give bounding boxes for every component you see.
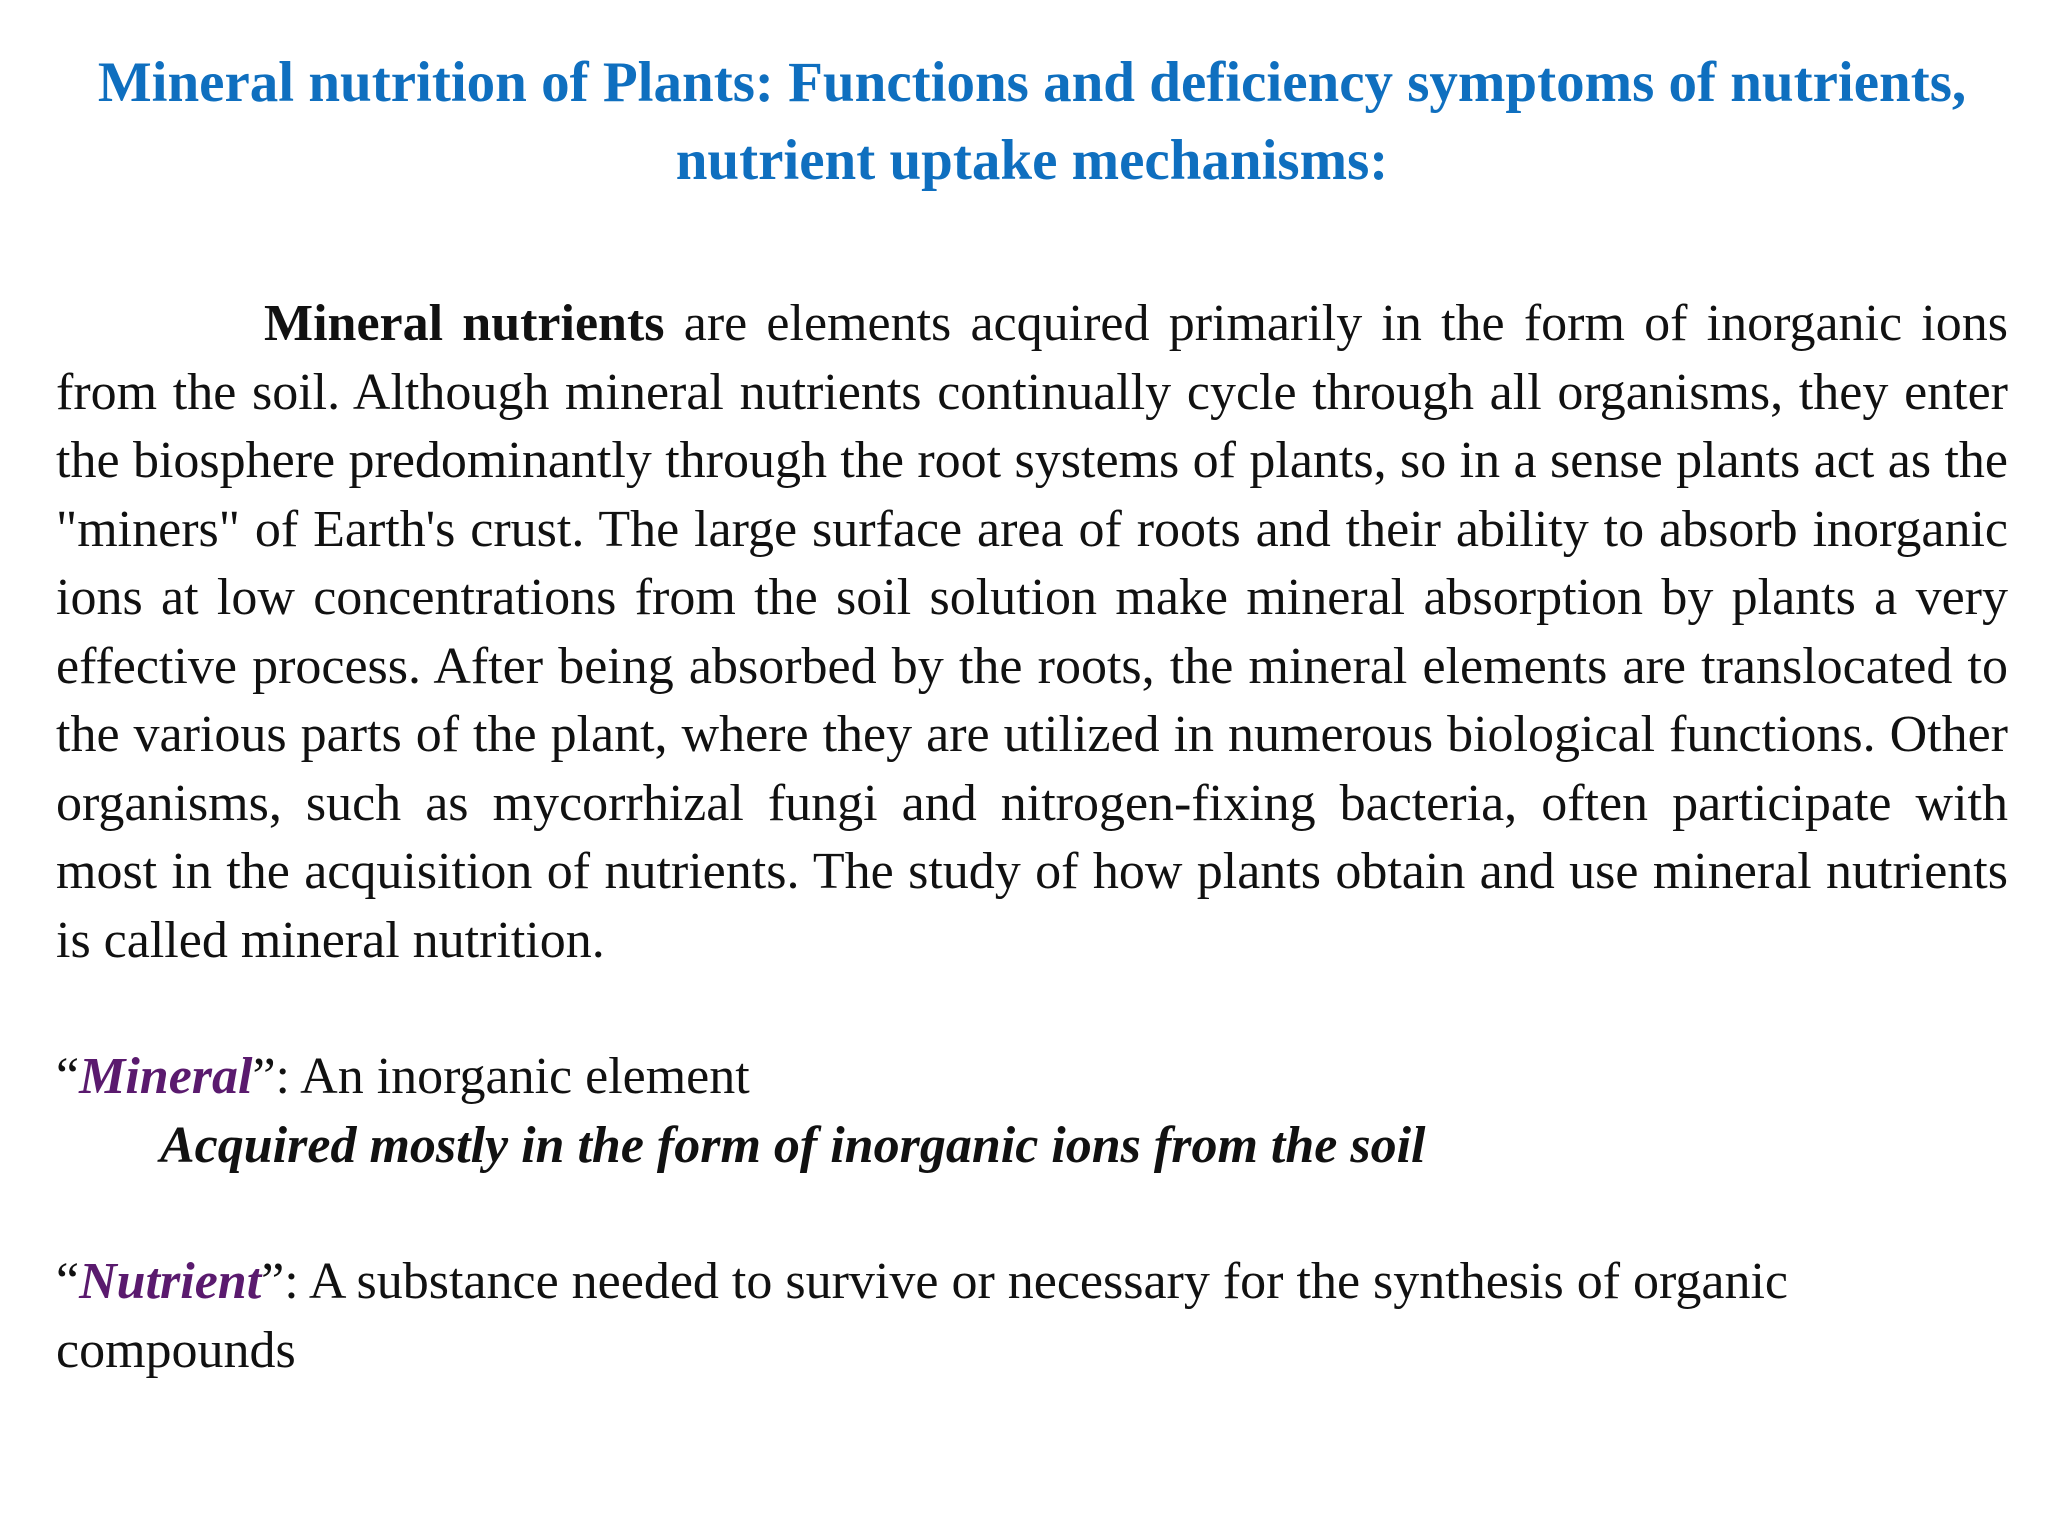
nutrient-close-quote: ”: bbox=[261, 1253, 309, 1310]
mineral-detail: Acquired mostly in the form of inorganic ions from the soil bbox=[160, 1116, 1426, 1174]
document-page bbox=[56, 44, 2008, 1385]
intro-body: are elements acquired primarily in the form of inorganic ions from the soil. Although mineral nutrients continually cycle through all organisms, they enter the biosphere predominantly through the root systems of plants, so in a sense plants act as the "miners" of Earth's crust. The large surface area of roots and their ability to absorb inorganic ions at low concentrations from the soil solution make mineral absorption by plants a very effective process. After being absorbed by the roots, the mineral elements are translocated to the various parts of the plant, where they are utilized in numerous biological functions. Other organisms, such as mycorrhizal fungi and nitrogen-fixing bacteria, often participate with most in the acquisition of nutrients. The study of how plants obtain and use mineral nutrients is called mineral nutrition. bbox=[56, 295, 2008, 969]
mineral-close-quote: ”: bbox=[252, 1048, 301, 1105]
nutrient-definition-text: A substance needed to survive or necessary for the synthesis of organic compounds bbox=[56, 1253, 1789, 1379]
intro-lead-term: Mineral nutrients bbox=[264, 295, 665, 352]
nutrient-term: Nutrient bbox=[79, 1253, 262, 1310]
mineral-open-quote: “ bbox=[56, 1048, 80, 1105]
mineral-definition-text: An inorganic element bbox=[300, 1048, 750, 1105]
mineral-term: Mineral bbox=[79, 1048, 253, 1105]
page-title: Mineral nutrition of Plants: Functions and deficiency symptoms of nutrients, nutrient uptake mechanisms: bbox=[97, 51, 1967, 192]
nutrient-open-quote: “ bbox=[56, 1253, 80, 1310]
intro-paragraph bbox=[56, 290, 2008, 975]
mineral-definition bbox=[56, 1043, 2008, 1112]
nutrient-definition bbox=[56, 1248, 1976, 1385]
